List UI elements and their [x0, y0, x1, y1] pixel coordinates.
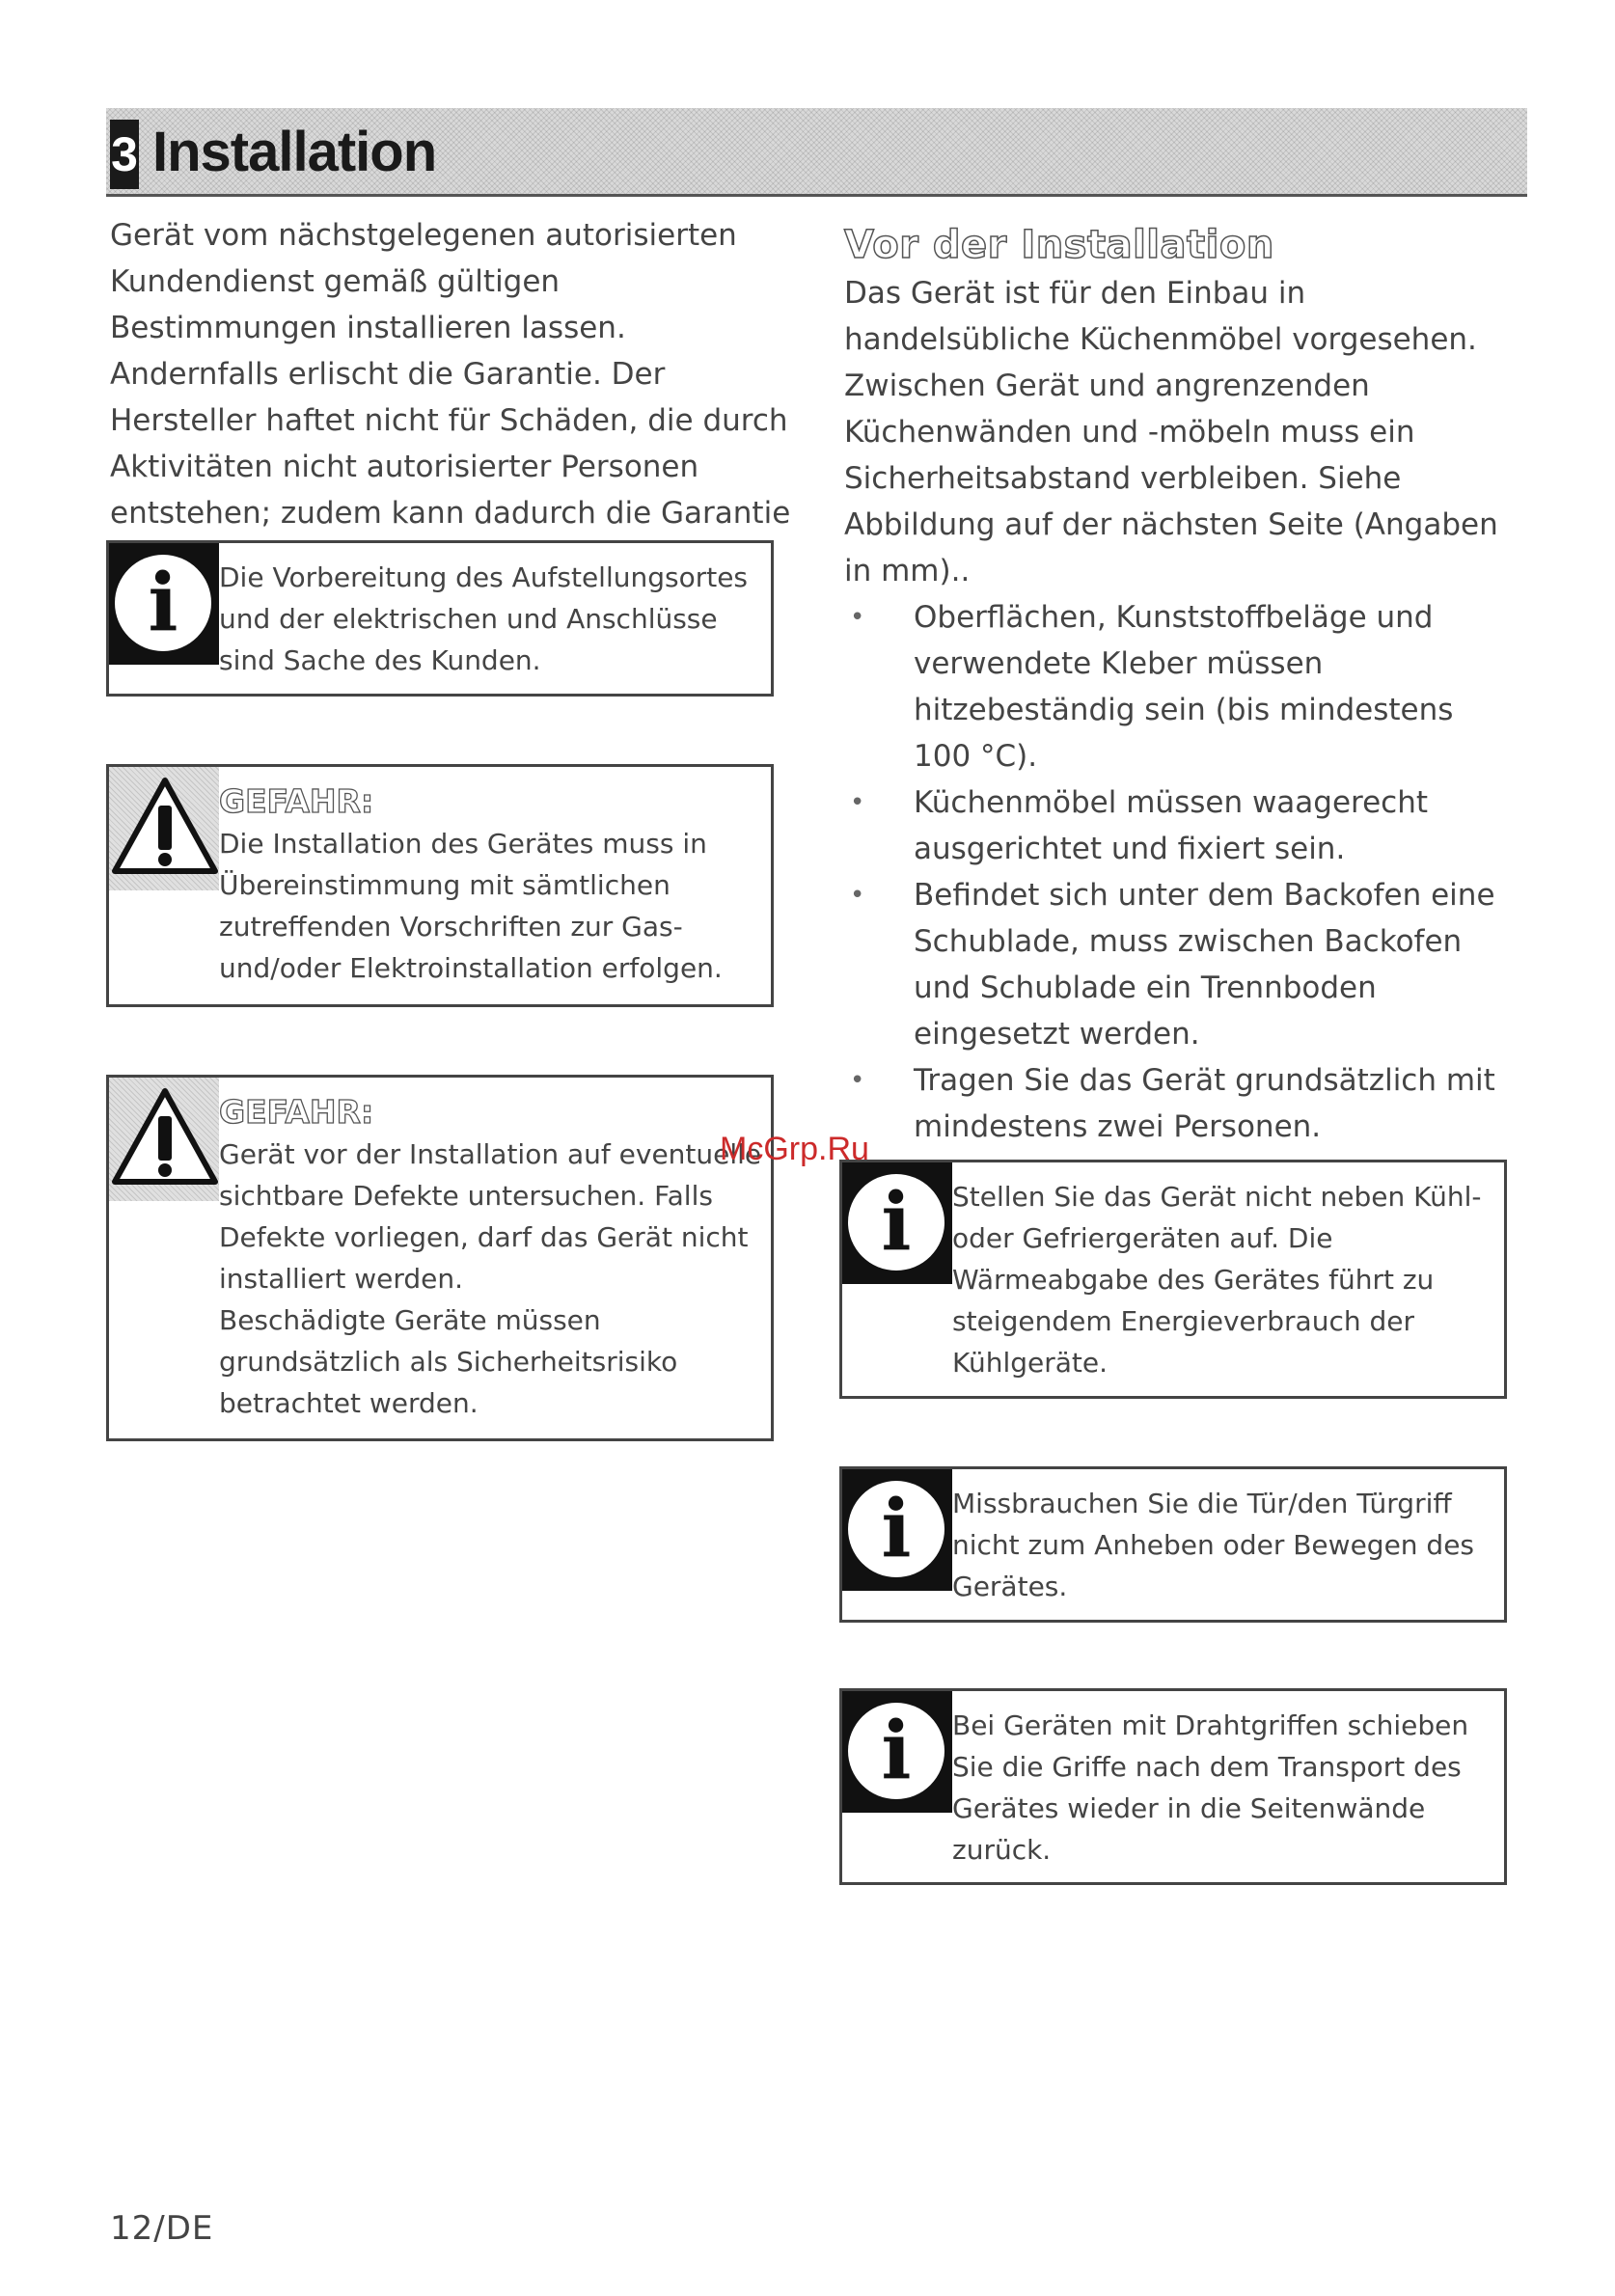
chapter-header: [106, 108, 1527, 197]
danger-text: Die Installation des Gerätes muss in Übereinstimmung mit sämtlichen zutreffenden Vorschriften zur Gas- und/oder Elektroinstallation erfolgen.: [219, 828, 723, 984]
bullet-icon: •: [850, 881, 865, 910]
info-box-text: Die Vorbereitung des Aufstellungsortes und der elektrischen und Anschlüsse sind Sache des Kunden.: [219, 561, 749, 676]
info-box-text: Bei Geräten mit Drahtgriffen schieben Sie die Griffe nach dem Transport des Gerätes wieder in die Seitenwände zurück.: [952, 1709, 1469, 1866]
list-item: • Befindet sich unter dem Backofen eine Schublade, muss zwischen Backofen und Schublade ein Trennboden eingesetzt werden.: [844, 872, 1519, 1057]
bullet-icon: •: [850, 788, 865, 817]
requirements-list: [844, 594, 1519, 1150]
info-box-text: Stellen Sie das Gerät nicht neben Kühl- oder Gefriergeräten auf. Die Wärmeabgabe des Gerätes führt zu steigendem Energieverbrauch der Kühlgeräte.: [952, 1181, 1482, 1379]
bullet-icon: •: [850, 603, 865, 632]
info-icon: i: [109, 543, 219, 665]
left-column: [110, 212, 795, 583]
list-item: • Küchenmöbel müssen waagerecht ausgerichtet und fixiert sein.: [844, 779, 1519, 872]
list-item: • Tragen Sie das Gerät grundsätzlich mit mindestens zwei Personen.: [844, 1057, 1519, 1150]
right-column: [844, 220, 1519, 1150]
danger-title: GEFAHR:: [219, 782, 374, 820]
info-icon: i: [842, 1162, 952, 1284]
bullet-icon: •: [850, 1066, 865, 1095]
warning-icon: [109, 767, 219, 890]
warning-icon: [109, 1078, 219, 1201]
watermark: McGrp.Ru: [720, 1131, 869, 1167]
danger-text: Gerät vor der Installation auf eventuelle sichtbare Defekte untersuchen. Falls Defekte vorliegen, darf das Gerät nicht installiert werden.: [219, 1138, 762, 1295]
info-icon: i: [842, 1691, 952, 1813]
info-icon: i: [842, 1469, 952, 1591]
intro-paragraph: Gerät vom nächstgelegenen autorisierten Kundendienst gemäß gültigen Bestimmungen installieren lassen. Andernfalls erlischt die Garantie. Der Hersteller haftet nicht für Schäden, die durch Aktivitäten nicht autorisierter Personen entstehen; zudem kann dadurch die Garantie: [110, 218, 791, 531]
danger-box-regulations: [106, 764, 774, 1007]
info-box-text: Missbrauchen Sie die Tür/den Türgriff nicht zum Anheben oder Bewegen des Gerätes.: [952, 1488, 1475, 1602]
danger-text-secondary: Beschädigte Geräte müssen grundsätzlich als Sicherheitsrisiko betrachtet werden.: [219, 1304, 678, 1419]
chapter-number: 3: [110, 120, 139, 189]
info-box-wire-handles: [839, 1688, 1507, 1885]
danger-title: GEFAHR:: [219, 1093, 374, 1131]
info-box-refrigerator: [839, 1160, 1507, 1399]
section-intro: Das Gerät ist für den Einbau in handelsübliche Küchenmöbel vorgesehen. Zwischen Gerät und angrenzenden Küchenwänden und -möbeln muss ein Sicherheitsabstand verbleiben. Siehe Abbildung auf der nächsten Seite (Angaben in mm)..: [844, 276, 1498, 588]
page-number: 12/DE: [110, 2209, 214, 2248]
list-item: • Oberflächen, Kunststoffbeläge und verwendete Kleber müssen hitzebeständig sein (bis mindestens 100 °C).: [844, 594, 1519, 779]
danger-box-defects: [106, 1075, 774, 1441]
info-box-preparation: [106, 540, 774, 697]
section-title: Vor der Installation: [844, 223, 1274, 267]
chapter-title: Installation: [152, 121, 437, 183]
info-box-door-handle: [839, 1466, 1507, 1623]
